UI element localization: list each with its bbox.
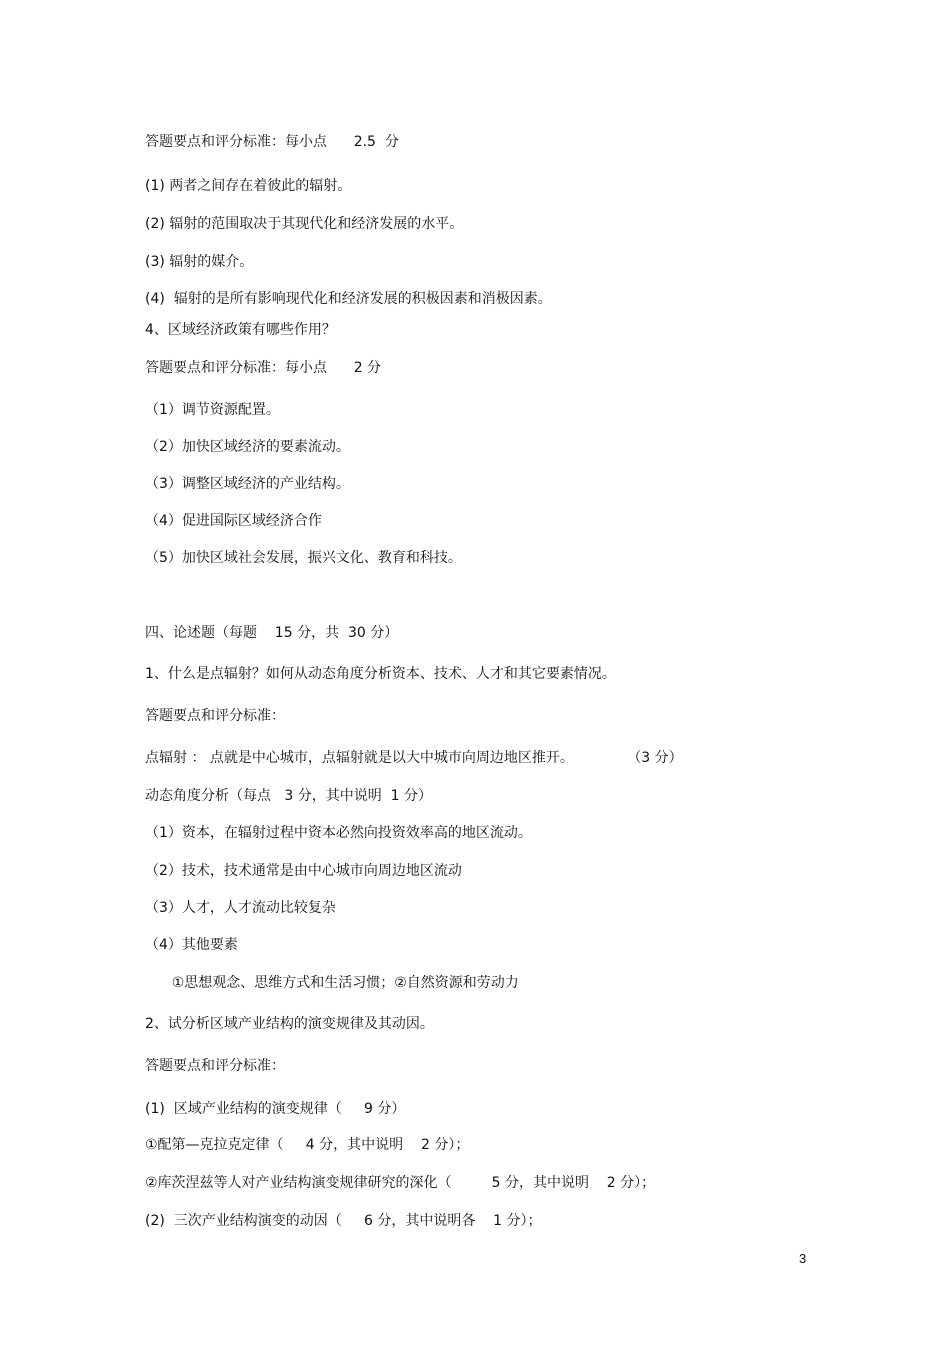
answer-point-4: （4）促进国际区域经济合作 — [145, 513, 322, 529]
definition-line: 点辐射 ： 点就是中心城市，点辐射就是以大中城市向周边地区推开。 （3 分） — [145, 750, 683, 766]
question-4: 4、区域经济政策有哪些作用？ — [145, 322, 336, 338]
answer-point-5: （5）加快区域社会发展，振兴文化、教育和科技。 — [145, 550, 462, 566]
scoring-standard-line: 答题要点和评分标准： — [145, 1058, 285, 1074]
analysis-subpoints: ①思想观念、思维方式和生活习惯；②自然资源和劳动力 — [145, 975, 519, 991]
analysis-point-4: （4）其他要素 — [145, 937, 238, 953]
answer-point-2: (2) 辐射的范围取决于其现代化和经济发展的水平。 — [145, 216, 464, 232]
essay-question-1: 1、什么是点辐射？如何从动态角度分析资本、技术、人才和其它要素情况。 — [145, 666, 616, 682]
page-number: 3 — [799, 1251, 807, 1266]
answer-point-3: （3）调整区域经济的产业结构。 — [145, 476, 350, 492]
analysis-point-3: （3）人才，人才流动比较复杂 — [145, 900, 336, 916]
section-heading: 四、论述题（每题 15 分，共 30 分） — [145, 625, 399, 641]
answer-point-1: （1）调节资源配置。 — [145, 402, 280, 418]
answer-subpoint-1: ①配第—克拉克定律（ 4 分，其中说明 2 分）； — [145, 1137, 470, 1153]
answer-point-3: (3) 辐射的媒介。 — [145, 254, 254, 270]
scoring-standard-line: 答题要点和评分标准：每小点 2 分 — [145, 360, 382, 376]
scoring-standard-line: 答题要点和评分标准：每小点 2.5 分 — [145, 134, 399, 150]
answer-point-2: (2) 三次产业结构演变的动因（ 6 分，其中说明各 1 分）； — [145, 1213, 542, 1229]
answer-subpoint-2: ②库茨涅兹等人对产业结构演变规律研究的深化（ 5 分，其中说明 2 分）； — [145, 1175, 656, 1191]
analysis-point-1: （1）资本，在辐射过程中资本必然向投资效率高的地区流动。 — [145, 825, 532, 841]
answer-point-1: (1) 区域产业结构的演变规律（ 9 分） — [145, 1101, 406, 1117]
essay-question-2: 2、试分析区域产业结构的演变规律及其动因。 — [145, 1016, 434, 1032]
analysis-heading: 动态角度分析（每点 3 分，其中说明 1 分） — [145, 788, 432, 804]
answer-point-2: （2）加快区域经济的要素流动。 — [145, 439, 350, 455]
answer-point-1: (1) 两者之间存在着彼此的辐射。 — [145, 178, 352, 194]
scoring-standard-line: 答题要点和评分标准： — [145, 708, 285, 724]
answer-point-4: (4) 辐射的是所有影响现代化和经济发展的积极因素和消极因素。 — [145, 291, 552, 307]
analysis-point-2: （2）技术，技术通常是由中心城市向周边地区流动 — [145, 863, 462, 879]
